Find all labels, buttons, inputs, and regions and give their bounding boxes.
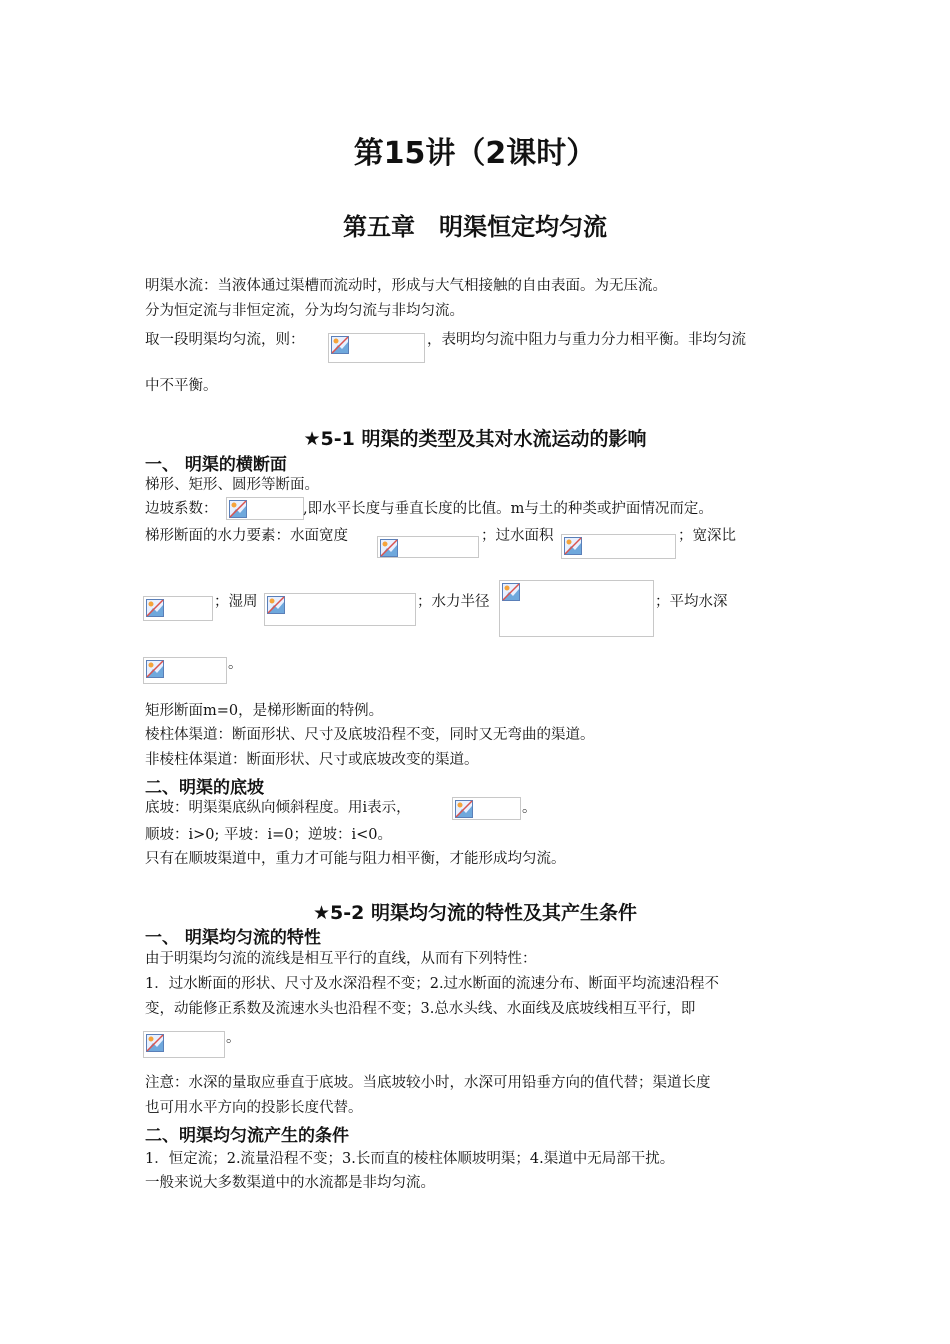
- formula-image: [499, 580, 654, 637]
- s1-p3a: 梯形断面的水力要素：水面宽度: [145, 528, 348, 544]
- broken-image-icon: [564, 537, 582, 555]
- formula-image: [143, 657, 227, 684]
- s1-p9b: 。: [522, 800, 537, 816]
- broken-image-icon: [146, 599, 164, 617]
- s1-p4c: ；平均水深: [655, 594, 728, 610]
- s2-heading-1: 一、 明渠均匀流的特性: [145, 928, 321, 948]
- broken-image-icon: [146, 1034, 164, 1052]
- s1-p6: 矩形断面m=0，是梯形断面的特例。: [145, 703, 384, 719]
- s2-p4: 。: [226, 1030, 241, 1046]
- s2-p7: 1．恒定流；2.流量沿程不变；3.长而直的棱柱体顺坡明渠；4.渠道中无局部干扰。: [145, 1151, 675, 1167]
- intro-line-1: 明渠水流：当液体通过渠槽而流动时，形成与大气相接触的自由表面。为无压流。: [145, 278, 667, 294]
- broken-image-icon: [267, 596, 285, 614]
- s2-p5: 注意：水深的量取应垂直于底坡。当底坡较小时，水深可用铅垂方向的值代替；渠道长度: [145, 1075, 711, 1091]
- s1-p9a: 底坡：明渠渠底纵向倾斜程度。用i表示，: [145, 800, 411, 816]
- formula-image: [226, 497, 304, 520]
- s1-p1: 梯形、矩形、圆形等断面。: [145, 477, 319, 493]
- formula-image: [264, 593, 416, 626]
- s1-p8: 非棱柱体渠道：断面形状、尺寸或底坡改变的渠道。: [145, 752, 479, 768]
- broken-image-icon: [502, 583, 520, 601]
- formula-image: [143, 1031, 225, 1058]
- s1-p3c: ；宽深比: [678, 528, 736, 544]
- s1-heading-2: 二、明渠的底坡: [145, 778, 264, 798]
- broken-image-icon: [455, 800, 473, 818]
- s1-p10: 顺坡：i>0; 平坡：i=0；逆坡：i<0。: [145, 827, 393, 843]
- formula-image: [377, 536, 479, 558]
- broken-image-icon: [229, 500, 247, 518]
- s1-p2b: ,即水平长度与垂直长度的比值。m与土的种类或护面情况而定。: [303, 501, 713, 517]
- formula-image: [143, 596, 213, 621]
- s1-p3b: ；过水面积: [481, 528, 554, 544]
- s1-p5: 。: [228, 656, 243, 672]
- s2-p6: 也可用水平方向的投影长度代替。: [145, 1100, 363, 1116]
- s1-p2a: 边坡系数：: [145, 501, 218, 517]
- broken-image-icon: [331, 336, 349, 354]
- intro-line-4: 中不平衡。: [145, 378, 218, 394]
- s2-p3: 变，动能修正系数及流速水头也沿程不变；3.总水头线、水面线及底坡线相互平行，即: [145, 1001, 696, 1017]
- section-5-1-title: ★5-1 明渠的类型及其对水流运动的影响: [303, 428, 647, 450]
- s2-p1: 由于明渠均匀流的流线是相互平行的直线，从而有下列特性：: [145, 951, 537, 967]
- intro-line-3b: ，表明均匀流中阻力与重力分力相平衡。非均匀流: [427, 332, 746, 348]
- formula-image: [452, 797, 521, 820]
- intro-line-2: 分为恒定流与非恒定流，分为均匀流与非均匀流。: [145, 303, 464, 319]
- s1-p4b: ；水力半径: [417, 594, 490, 610]
- broken-image-icon: [146, 660, 164, 678]
- section-5-2-title: ★5-2 明渠均匀流的特性及其产生条件: [313, 902, 637, 924]
- formula-image: [561, 534, 676, 559]
- formula-image: [328, 333, 425, 363]
- s1-p7: 棱柱体渠道：断面形状、尺寸及底坡沿程不变，同时又无弯曲的渠道。: [145, 727, 595, 743]
- chapter-title: 第五章 明渠恒定均匀流: [343, 213, 607, 241]
- broken-image-icon: [380, 539, 398, 557]
- s2-p8: 一般来说大多数渠道中的水流都是非均匀流。: [145, 1175, 435, 1191]
- s2-heading-2: 二、明渠均匀流产生的条件: [145, 1126, 349, 1146]
- s1-p4a: ；湿周: [214, 594, 258, 610]
- s2-p2: 1．过水断面的形状、尺寸及水深沿程不变；2.过水断面的流速分布、断面平均流速沿程不: [145, 976, 720, 992]
- s1-p11: 只有在顺坡渠道中，重力才可能与阻力相平衡，才能形成均匀流。: [145, 851, 566, 867]
- lecture-title: 第15讲（2课时）: [353, 136, 597, 171]
- s1-heading-1: 一、 明渠的横断面: [145, 455, 287, 475]
- intro-line-3a: 取一段明渠均匀流，则：: [145, 332, 305, 348]
